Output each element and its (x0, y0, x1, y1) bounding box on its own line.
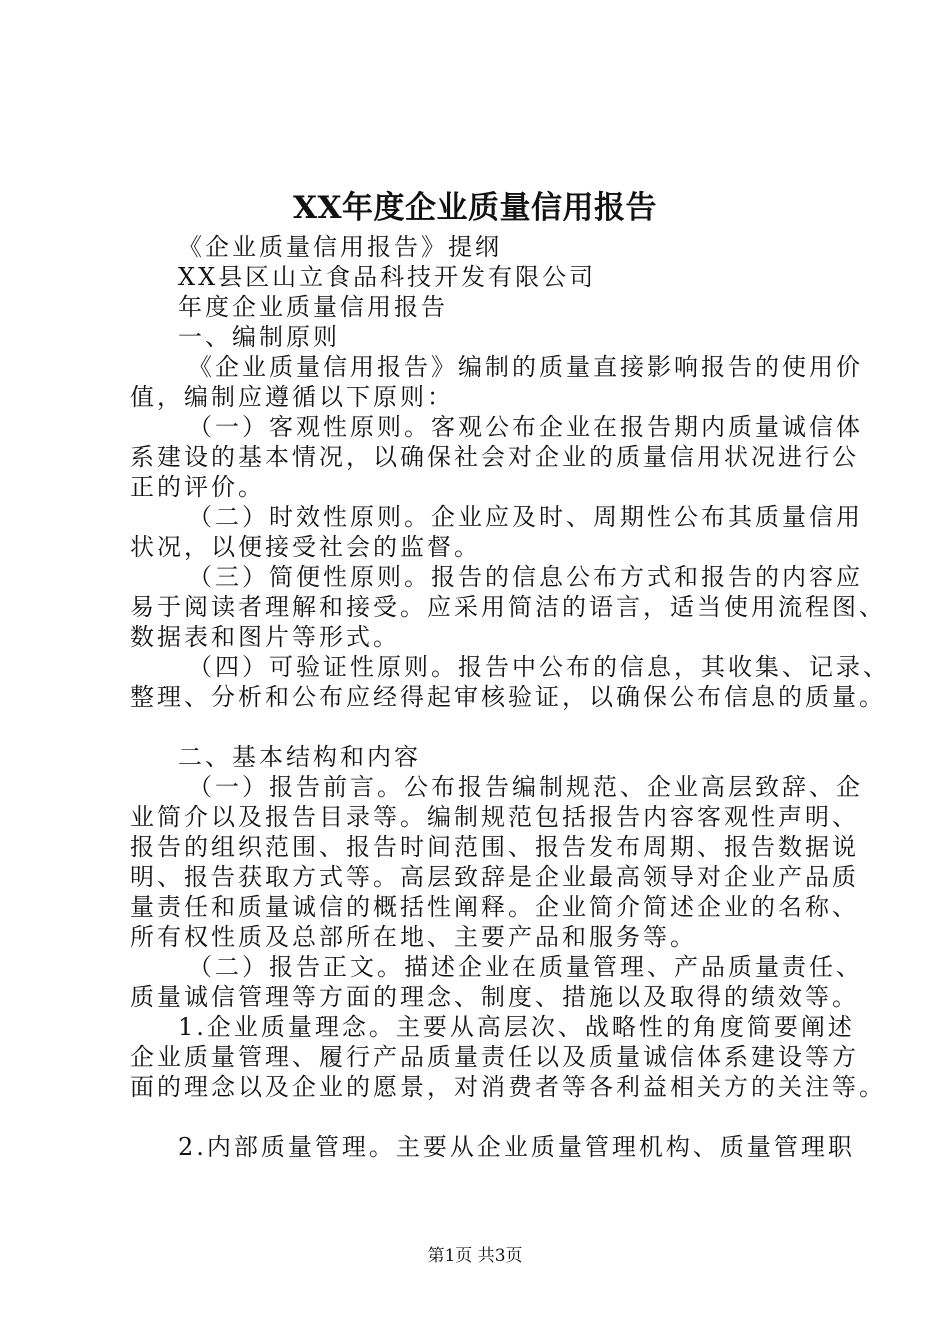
text-line: 明、报告获取方式等。高层致辞是企业最高领导对企业产品质 (130, 863, 859, 891)
text-line: 2.内部质量管理。主要从企业质量管理机构、质量管理职 (178, 1133, 855, 1161)
text-line: 年度企业质量信用报告 (178, 293, 448, 321)
text-line: （三）简便性原则。报告的信息公布方式和报告的内容应 (188, 563, 863, 591)
paragraph-gap (130, 1102, 832, 1132)
text-line: 业简介以及报告目录等。编制规范包括报告内容客观性声明、 (130, 803, 859, 831)
text-line: （四）可验证性原则。报告中公布的信息，其收集、记录、 (188, 653, 890, 681)
text-line: 《企业质量信用报告》编制的质量直接影响报告的使用价 (188, 353, 863, 381)
text-line: 易于阅读者理解和接受。应采用简洁的语言，适当使用流程图、 (130, 593, 886, 621)
text-line: 数据表和图片等形式。 (130, 623, 400, 651)
text-line: 质量诚信管理等方面的理念、制度、措施以及取得的绩效等。 (130, 983, 859, 1011)
text-line: （一）报告前言。公布报告编制规范、企业高层致辞、企 (188, 773, 863, 801)
text-line: （二）时效性原则。企业应及时、周期性公布其质量信用 (188, 503, 863, 531)
document-title: XX年度企业质量信用报告 (292, 190, 658, 226)
text-line: 状况，以便接受社会的监督。 (130, 533, 481, 561)
text-line: 《企业质量信用报告》提纲 (178, 233, 502, 261)
text-line: 值，编制应遵循以下原则： (130, 383, 454, 411)
text-line: 正的评价。 (130, 473, 265, 501)
document-body (130, 232, 890, 1162)
text-line: XX县区山立食品科技开发有限公司 (178, 263, 597, 291)
text-line: 量责任和质量诚信的概括性阐释。企业简介简述企业的名称、 (130, 893, 859, 921)
section-heading: 二、基本结构和内容 (178, 743, 421, 771)
text-line: 整理、分析和公布应经得起审核验证，以确保公布信息的质量。 (130, 683, 886, 711)
text-line: （二）报告正文。描述企业在质量管理、产品质量责任、 (188, 953, 863, 981)
text-line: 系建设的基本情况，以确保社会对企业的质量信用状况进行公 (130, 443, 859, 471)
text-line: 企业质量管理、履行产品质量责任以及质量诚信体系建设等方 (130, 1043, 859, 1071)
text-line: 所有权性质及总部所在地、主要产品和服务等。 (130, 923, 697, 951)
text-line: （一）客观性原则。客观公布企业在报告期内质量诚信体 (188, 413, 863, 441)
text-line: 报告的组织范围、报告时间范围、报告发布周期、报告数据说 (130, 833, 859, 861)
paragraph-gap (130, 712, 832, 742)
page-footer: 第1页 共3页 (427, 1246, 523, 1266)
section-heading: 一、编制原则 (178, 323, 340, 351)
text-line: 面的理念以及企业的愿景，对消费者等各利益相关方的关注等。 (130, 1073, 886, 1101)
text-line: 1.企业质量理念。主要从高层次、战略性的角度简要阐述 (178, 1013, 855, 1041)
